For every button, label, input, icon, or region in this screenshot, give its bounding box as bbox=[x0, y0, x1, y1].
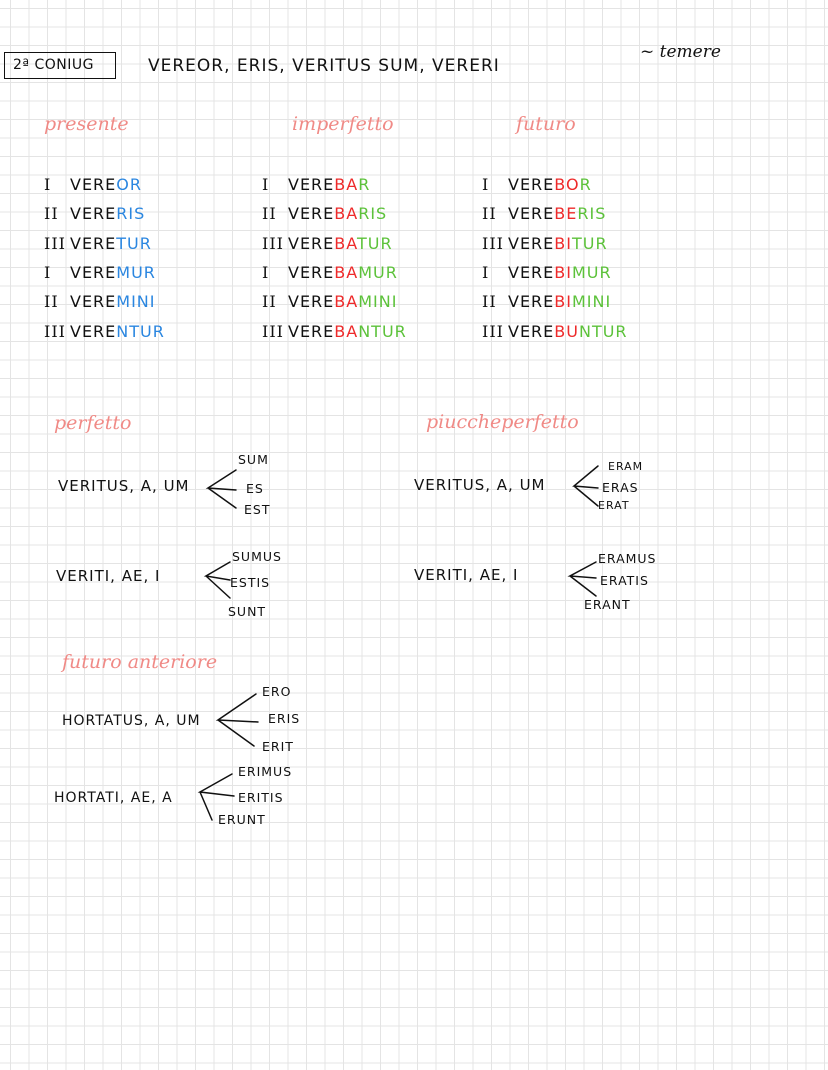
futuro-anteriore-form: ERIT bbox=[262, 739, 294, 754]
tense-infix: BA bbox=[334, 322, 359, 341]
ending: OR bbox=[116, 175, 142, 194]
ending: MINI bbox=[358, 292, 398, 311]
perfetto-form: ESTIS bbox=[230, 575, 271, 590]
stem: VERE bbox=[70, 204, 117, 223]
stem: VERE bbox=[70, 322, 117, 341]
person-number: III bbox=[262, 234, 284, 253]
tense-infix: BA bbox=[334, 204, 359, 223]
stem: VERE bbox=[508, 322, 555, 341]
futuro-row bbox=[482, 204, 606, 223]
branch-bracket bbox=[214, 690, 260, 750]
person-number: I bbox=[262, 175, 270, 194]
tense-infix: BA bbox=[334, 263, 359, 282]
futuro-row bbox=[482, 234, 608, 253]
futuro-anteriore-form: ERIS bbox=[268, 711, 301, 726]
ending: R bbox=[358, 175, 371, 194]
piuccheperfetto-plural-participle: VERITI, AE, I bbox=[414, 566, 519, 584]
tense-infix: BA bbox=[334, 175, 359, 194]
presente-row bbox=[44, 175, 142, 194]
imperfetto-row bbox=[262, 322, 407, 341]
tense-infix: BO bbox=[554, 175, 580, 194]
piuccheperfetto-form: ERAT bbox=[598, 499, 630, 512]
stem: VERE bbox=[70, 234, 117, 253]
futuro-row bbox=[482, 322, 628, 341]
piuccheperfetto-form: ERANT bbox=[584, 597, 631, 612]
ending: NTUR bbox=[116, 322, 165, 341]
piuccheperfetto-form: ERAS bbox=[602, 480, 639, 495]
piuccheperfetto-form: ERAM bbox=[608, 460, 644, 473]
tense-infix: BE bbox=[554, 204, 578, 223]
person-number: I bbox=[262, 263, 270, 282]
piuccheperfetto-form: ERATIS bbox=[600, 573, 649, 588]
stem: VERE bbox=[508, 292, 555, 311]
stem: VERE bbox=[288, 292, 335, 311]
verb-paradigm: VEREOR, ERIS, VERITUS SUM, VERERI bbox=[148, 56, 500, 76]
ending: MUR bbox=[358, 263, 398, 282]
person-number: I bbox=[482, 175, 490, 194]
stem: VERE bbox=[288, 234, 335, 253]
stem: VERE bbox=[508, 234, 555, 253]
conjugation-label-box bbox=[4, 52, 116, 79]
person-number: III bbox=[44, 322, 66, 341]
perfetto-title: perfetto bbox=[54, 412, 132, 434]
stem: VERE bbox=[70, 175, 117, 194]
ending: MUR bbox=[116, 263, 156, 282]
person-number: II bbox=[262, 204, 277, 223]
futuro-anteriore-title: futuro anteriore bbox=[62, 651, 218, 673]
ending: NTUR bbox=[358, 322, 407, 341]
perfetto-form: EST bbox=[244, 502, 271, 517]
person-number: III bbox=[482, 322, 504, 341]
futuro-row bbox=[482, 263, 612, 282]
person-number: I bbox=[44, 175, 52, 194]
imperfetto-row bbox=[262, 292, 397, 311]
futuro-anteriore-form: ERO bbox=[262, 684, 292, 699]
ending: R bbox=[579, 175, 592, 194]
ending: TUR bbox=[356, 234, 393, 253]
futuro-row bbox=[482, 175, 592, 194]
ending: RIS bbox=[116, 204, 146, 223]
ending: RIS bbox=[358, 204, 388, 223]
futuro-title: futuro bbox=[516, 113, 576, 135]
stem: VERE bbox=[288, 204, 335, 223]
tense-infix: BI bbox=[554, 263, 572, 282]
imperfetto-row bbox=[262, 175, 370, 194]
stem: VERE bbox=[508, 175, 555, 194]
tense-infix: BU bbox=[554, 322, 579, 341]
ending: MUR bbox=[571, 263, 612, 282]
stem: VERE bbox=[508, 263, 555, 282]
stem: VERE bbox=[288, 263, 335, 282]
futuro-anteriore-form: ERIMUS bbox=[238, 764, 293, 779]
futuro-anteriore-form: ERUNT bbox=[218, 812, 266, 827]
perfetto-singular-participle: VERITUS, A, UM bbox=[58, 477, 190, 495]
person-number: III bbox=[262, 322, 284, 341]
piuccheperfetto-singular-participle: VERITUS, A, UM bbox=[414, 476, 546, 494]
piuccheperfetto-title: piuccheperfetto bbox=[426, 411, 579, 433]
imperfetto-row bbox=[262, 234, 393, 253]
person-number: I bbox=[482, 263, 490, 282]
futuro-row bbox=[482, 292, 611, 311]
piuccheperfetto-form: ERAMUS bbox=[598, 551, 657, 566]
imperfetto-row bbox=[262, 204, 387, 223]
stem: VERE bbox=[70, 292, 117, 311]
stem: VERE bbox=[70, 263, 117, 282]
person-number: III bbox=[482, 234, 504, 253]
person-number: II bbox=[44, 204, 59, 223]
presente-title: presente bbox=[44, 113, 129, 135]
ending: TUR bbox=[571, 234, 608, 253]
futuro-anteriore-singular-participle: HORTATUS, A, UM bbox=[62, 713, 201, 729]
tense-infix: BI bbox=[554, 234, 572, 253]
futuro-anteriore-plural-participle: HORTATI, AE, A bbox=[54, 790, 173, 806]
perfetto-form: SUMUS bbox=[232, 549, 282, 564]
person-number: III bbox=[44, 234, 66, 253]
stem: VERE bbox=[288, 175, 335, 194]
tense-infix: BI bbox=[554, 292, 572, 311]
presente-row bbox=[44, 204, 145, 223]
ending: NTUR bbox=[578, 322, 628, 341]
ending: MINI bbox=[571, 292, 612, 311]
perfetto-form: SUNT bbox=[228, 604, 267, 619]
ending: TUR bbox=[116, 234, 152, 253]
perfetto-form: SUM bbox=[238, 452, 269, 467]
person-number: II bbox=[44, 292, 59, 311]
tense-infix: BA bbox=[334, 292, 359, 311]
imperfetto-title: imperfetto bbox=[292, 113, 394, 135]
person-number: II bbox=[482, 204, 497, 223]
person-number: I bbox=[44, 263, 52, 282]
branch-bracket bbox=[566, 558, 600, 600]
imperfetto-row bbox=[262, 263, 398, 282]
presente-row bbox=[44, 322, 165, 341]
verb-meaning: ~ temere bbox=[640, 42, 721, 62]
person-number: II bbox=[482, 292, 497, 311]
presente-row bbox=[44, 263, 156, 282]
person-number: II bbox=[262, 292, 277, 311]
perfetto-plural-participle: VERITI, AE, I bbox=[56, 567, 161, 585]
futuro-anteriore-form: ERITIS bbox=[238, 790, 284, 805]
ending: RIS bbox=[577, 204, 607, 223]
tense-infix: BA bbox=[334, 234, 357, 253]
stem: VERE bbox=[288, 322, 335, 341]
presente-row bbox=[44, 234, 152, 253]
branch-bracket bbox=[204, 466, 240, 512]
ending: MINI bbox=[116, 292, 156, 311]
presente-row bbox=[44, 292, 156, 311]
perfetto-form: ES bbox=[246, 481, 264, 496]
conjugation-label: 2ª CONIUG bbox=[13, 57, 94, 73]
stem: VERE bbox=[508, 204, 555, 223]
